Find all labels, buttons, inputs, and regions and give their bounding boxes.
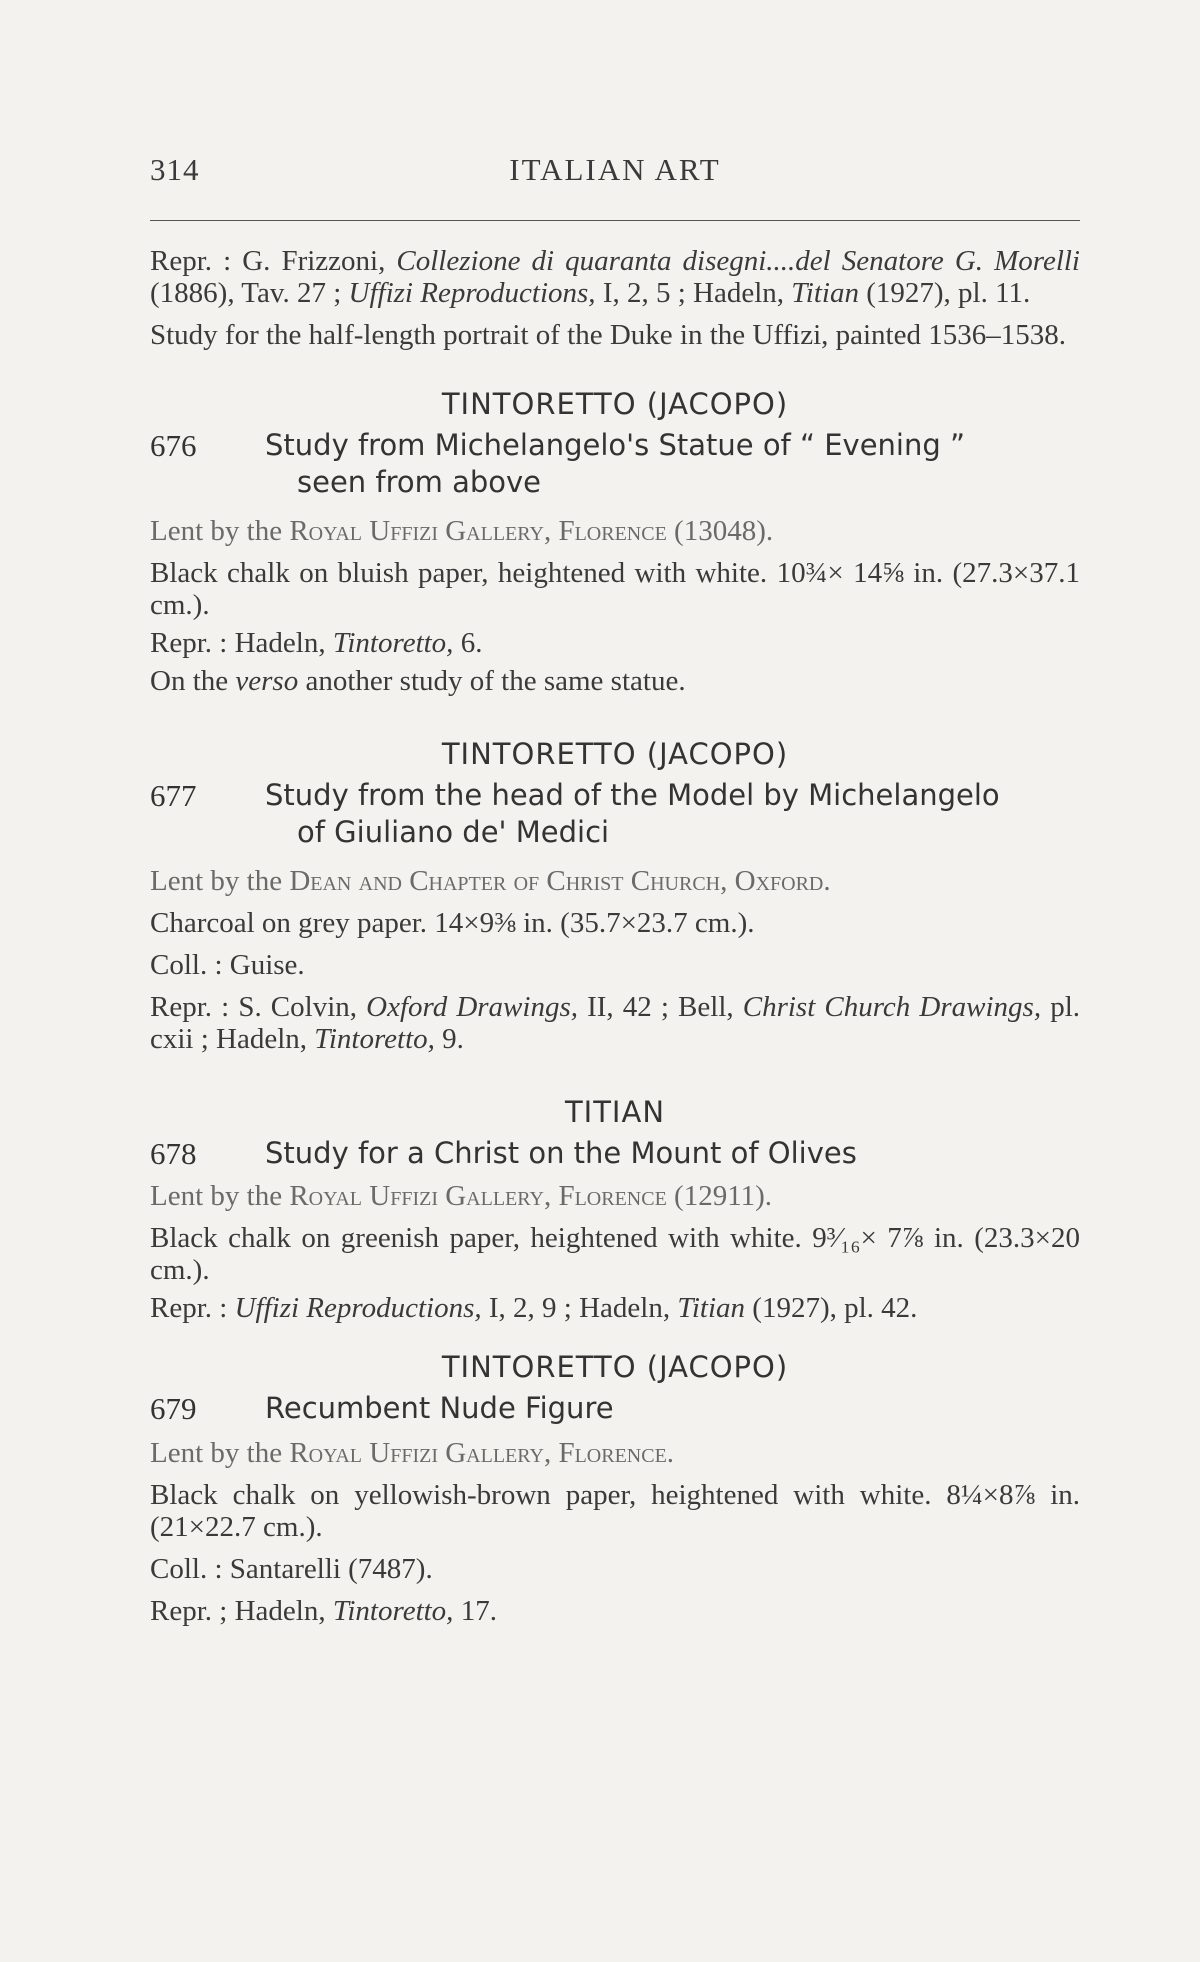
repr-text: I, 2, 5 ; Hadeln, (602, 277, 785, 309)
entry-title (265, 777, 1080, 851)
coll-line: Coll. : Santarelli (7487). (150, 1553, 433, 1585)
repr-text: G. Frizzoni, (242, 245, 386, 277)
lender-line (150, 1437, 1080, 1469)
repr-title: Tintoretto, (332, 1595, 454, 1627)
repr-line (150, 991, 1080, 1055)
lender-number: (12911). (674, 1180, 773, 1212)
note-text: On the (150, 665, 229, 697)
repr-text: pl. cxii ; Hadeln, (150, 991, 1080, 1055)
repr-title: Uffizi Reproductions, (234, 1292, 482, 1324)
repr-title: Uffizi Reproductions, (348, 277, 596, 309)
medium-line: Charcoal on grey paper. 14×9⅜ in. (35.7×23.7 cm.). (150, 907, 755, 939)
lender-line (150, 1180, 1080, 1212)
medium-line: Black chalk on bluish paper, heightened with white. 10¾× 14⅝ in. (27.3×37.1 cm.). (150, 557, 1080, 621)
medium-line: Black chalk on greenish paper, heightened with white. 9³⁄₁₆× 7⅞ in. (23.3×20 cm.). (150, 1222, 1080, 1286)
repr-text: I, 2, 9 ; Hadeln, (488, 1292, 671, 1324)
catalogue-entry (150, 737, 1080, 1055)
entry-title-block (150, 1390, 1080, 1427)
repr-label: Repr. ; (150, 1595, 228, 1627)
artist-heading: TITIAN (564, 1095, 666, 1129)
title-line: of Giuliano de' Medici (297, 815, 610, 849)
entry-number: 676 (150, 428, 197, 463)
repr-title: Tintoretto, (332, 627, 454, 659)
page-number: 314 (150, 152, 200, 187)
running-title: ITALIAN ART (509, 152, 721, 187)
page-body (150, 245, 1080, 1627)
repr-title: Oxford Drawings, (366, 991, 578, 1023)
note-text: another study of the same statue. (305, 665, 686, 697)
artist-heading: TINTORETTO (JACOPO) (441, 1350, 789, 1384)
entry-title-block (150, 777, 1080, 851)
lender-line (150, 515, 1080, 547)
repr-label: Repr. : (150, 1292, 228, 1324)
repr-text: 6. (460, 627, 483, 659)
repr-text: II, 42 ; Bell, (587, 991, 734, 1023)
repr-label: Repr. : (150, 627, 228, 659)
repr-line (150, 627, 1080, 659)
note-italic: verso (235, 665, 299, 697)
lender-name: Royal Uffizi Gallery, Florence (289, 515, 667, 547)
repr-text: Hadeln, (234, 1595, 326, 1627)
lender-name: Royal Uffizi Gallery, Florence. (289, 1437, 675, 1469)
lender-number: (13048). (674, 515, 774, 547)
lender-prefix: Lent by the (150, 515, 283, 547)
repr-text: 9. (442, 1023, 464, 1055)
repr-text: (1886), Tav. 27 ; (150, 277, 342, 309)
intro-repr (150, 245, 1080, 309)
repr-text: (1927), pl. 42. (752, 1292, 918, 1324)
entry-title (265, 427, 1080, 501)
repr-title: Titian (677, 1292, 746, 1324)
title-line: Study for a Christ on the Mount of Olives (265, 1136, 857, 1170)
entry-number: 677 (150, 778, 197, 813)
lender-line (150, 865, 1080, 897)
repr-line (150, 1595, 1080, 1627)
catalogue-entry (150, 1350, 1080, 1627)
artist-heading: TINTORETTO (JACOPO) (441, 737, 789, 771)
repr-title: Collezione di quaranta disegni....del Senatore G. Morelli (396, 245, 1080, 277)
page-header (150, 152, 1080, 202)
repr-label: Repr. : (150, 991, 230, 1023)
title-line: seen from above (297, 465, 542, 499)
entry-number: 678 (150, 1136, 197, 1171)
repr-text: (1927), pl. 11. (866, 277, 1031, 309)
lender-prefix: Lent by the (150, 865, 283, 897)
header-rule (150, 220, 1080, 221)
coll-line: Coll. : Guise. (150, 949, 305, 981)
catalogue-entry (150, 1095, 1080, 1324)
repr-line (150, 1292, 1080, 1324)
repr-title: Tintoretto, (314, 1023, 435, 1055)
lender-name: Dean and Chapter of Christ Church, Oxford. (289, 865, 831, 897)
repr-text: Hadeln, (234, 627, 326, 659)
repr-text: 17. (460, 1595, 497, 1627)
title-line: Recumbent Nude Figure (265, 1391, 614, 1425)
repr-label: Repr. : (150, 245, 232, 277)
repr-title: Titian (791, 277, 859, 309)
lender-prefix: Lent by the (150, 1437, 283, 1469)
entry-title (265, 1390, 1080, 1427)
repr-title: Christ Church Drawings, (742, 991, 1042, 1023)
catalogue-entry (150, 387, 1080, 697)
title-line: Study from Michelangelo's Statue of “ Evening ” (265, 428, 966, 462)
repr-text: S. Colvin, (238, 991, 358, 1023)
entry-title-block (150, 1135, 1080, 1172)
lender-prefix: Lent by the (150, 1180, 283, 1212)
intro-note: Study for the half-length portrait of the Duke in the Uffizi, painted 1536–1538. (150, 319, 1066, 351)
title-line: Study from the head of the Model by Michelangelo (265, 778, 1000, 812)
medium-line: Black chalk on yellowish-brown paper, heightened with white. 8¼×8⅞ in. (21×22.7 cm.). (150, 1479, 1080, 1543)
lender-name: Royal Uffizi Gallery, Florence (289, 1180, 667, 1212)
entry-title (265, 1135, 1080, 1172)
entry-title-block (150, 427, 1080, 501)
entry-number: 679 (150, 1391, 197, 1426)
note-line (150, 665, 1080, 697)
artist-heading: TINTORETTO (JACOPO) (441, 387, 789, 421)
